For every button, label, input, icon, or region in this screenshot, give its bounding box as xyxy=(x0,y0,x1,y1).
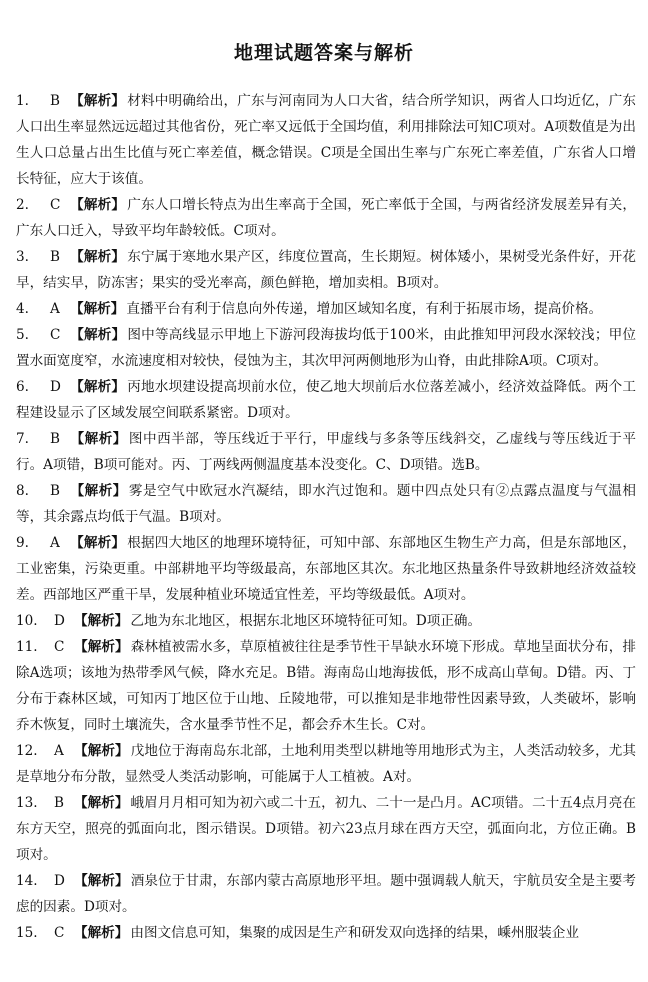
analysis-tag: 【解析】 xyxy=(74,795,129,811)
item-number: 5. xyxy=(16,327,29,343)
item-number: 4. xyxy=(16,301,29,317)
item-number: 9. xyxy=(16,535,29,551)
item-answer: C xyxy=(50,197,61,213)
item-answer: B xyxy=(50,431,60,447)
item-number: 2. xyxy=(16,197,29,213)
analysis-tag: 【解析】 xyxy=(74,639,129,655)
analysis-tag: 【解析】 xyxy=(70,93,126,109)
analysis-tag: 【解析】 xyxy=(70,197,126,213)
item-text: 图中西半部，等压线近于平行，甲虚线与多条等压线斜交，乙虚线与等压线近于平行。A项错，B项可能对。丙、丁两线两侧温度基本没变化。C、D项错。选B。 xyxy=(16,431,636,473)
answer-item xyxy=(16,244,636,296)
item-number: 1. xyxy=(16,93,29,109)
answer-item xyxy=(16,634,636,738)
answer-item xyxy=(16,88,636,192)
item-answer: A xyxy=(50,535,60,551)
answer-item xyxy=(16,920,636,946)
item-text: 森林植被需水多，草原植被往往是季节性干旱缺水环境下形成。草地呈面状分布，排除A选项；该地为热带季风气候，降水充足。B错。海南岛山地海拔低，形不成高山草甸。D错。丙、丁分布于森林区域，可知丙丁地区位于山地、丘陵地带，可以推知是非地带性因素导致，人类破坏，影响乔木恢复，同时土壤流失，含水量季节性不足，都会乔木生长。C对。 xyxy=(16,639,637,733)
item-answer: B xyxy=(50,93,60,109)
analysis-tag: 【解析】 xyxy=(70,483,127,499)
item-text: 丙地水坝建设提高坝前水位，使乙地大坝前后水位落差减小，经济效益降低。两个工程建设显示了区域发展空间联系紧密。D项对。 xyxy=(16,379,636,421)
analysis-tag: 【解析】 xyxy=(70,431,127,447)
item-answer: D xyxy=(54,613,65,629)
item-text: 酒泉位于甘肃，东部内蒙古高原地形平坦。题中强调载人航天，宇航员安全是主要考虑的因素。D项对。 xyxy=(16,873,637,915)
item-number: 15. xyxy=(16,925,38,941)
analysis-tag: 【解析】 xyxy=(74,925,129,941)
item-text: 戊地位于海南岛东北部，土地利用类型以耕地等用地形式为主，人类活动较多，尤其是草地分布分散，显然受人类活动影响，可能属于人工植被。A对。 xyxy=(16,743,637,785)
item-number: 6. xyxy=(16,379,29,395)
page-title: 地理试题答案与解析 xyxy=(233,42,414,64)
item-text: 峨眉月月相可知为初六或二十五，初九、二十一是凸月。AC项错。二十五4点月亮在东方天空，照亮的弧面向北，图示错误。D项错。初六23点月球在西方天空，弧面向北，方位正确。B项对。 xyxy=(16,795,636,863)
item-text: 材料中明确给出，广东与河南同为人口大省，结合所学知识，两省人口均近亿，广东人口出生率显然远远超过其他省份，死亡率又远低于全国均值，利用排除法可知C项对。A项数值是为出生人口总量占出生比值与死亡率差值，概念错误。C项是全国出生率与广东死亡率差值，广东省人口增长特征，应大于该值。 xyxy=(16,93,636,187)
item-text: 乙地为东北地区，根据东北地区环境特征可知。D项正确。 xyxy=(130,613,482,629)
answer-item xyxy=(16,790,636,868)
item-text: 直播平台有利于信息向外传递，增加区域知名度，有利于拓展市场，提高价格。 xyxy=(126,301,603,317)
item-number: 8. xyxy=(16,483,29,499)
analysis-tag: 【解析】 xyxy=(74,613,129,629)
item-number: 7. xyxy=(16,431,29,447)
item-answer: D xyxy=(50,379,61,395)
answer-item xyxy=(16,738,636,790)
item-text: 东宁属于寒地水果产区，纬度位置高，生长期短。树体矮小，果树受光条件好，开花早，结实早，防冻害；果实的受光率高，颜色鲜艳，增加卖相。B项对。 xyxy=(16,249,636,291)
item-number: 13. xyxy=(16,795,38,811)
item-answer: C xyxy=(50,327,61,343)
analysis-tag: 【解析】 xyxy=(70,327,126,343)
answer-item xyxy=(16,192,636,244)
analysis-tag: 【解析】 xyxy=(70,379,126,395)
analysis-tag: 【解析】 xyxy=(70,301,125,317)
item-number: 14. xyxy=(16,873,38,889)
item-answer: C xyxy=(54,925,65,941)
answer-item xyxy=(16,426,636,478)
analysis-tag: 【解析】 xyxy=(74,873,129,889)
item-number: 11. xyxy=(16,639,38,655)
item-number: 10. xyxy=(16,613,38,629)
item-text: 根据四大地区的地理环境特征，可知中部、东部地区生物生产力高，但是东部地区，工业密集，污染更重。中部耕地平均等级最高，东部地区其次。东北地区热量条件导致耕地经济效益较差。西部地区严重干旱，发展种植业环境适宜性差，平均等级最低。A项对。 xyxy=(16,535,636,603)
answer-item xyxy=(16,322,636,374)
item-number: 3. xyxy=(16,249,29,265)
answer-item xyxy=(16,296,636,322)
item-answer: A xyxy=(54,743,64,759)
item-text: 雾是空气中欧冠水汽凝结，即水汽过饱和。题中四点处只有②点露点温度与气温相等，其余露点均低于气温。B项对。 xyxy=(16,483,636,525)
item-answer: B xyxy=(54,795,64,811)
item-text: 由图文信息可知，集聚的成因是生产和研发双向选择的结果，嵊州服装企业 xyxy=(130,925,579,941)
item-number: 12. xyxy=(16,743,38,759)
item-answer: B xyxy=(50,249,60,265)
analysis-tag: 【解析】 xyxy=(70,535,126,551)
answer-item xyxy=(16,530,636,608)
answer-list xyxy=(16,88,636,946)
analysis-tag: 【解析】 xyxy=(74,743,129,759)
item-answer: A xyxy=(50,301,60,317)
item-text: 广东人口增长特点为出生率高于全国，死亡率低于全国，与两省经济发展差异有关，广东人口迁入，导致平均年龄较低。C项对。 xyxy=(16,197,636,239)
analysis-tag: 【解析】 xyxy=(70,249,126,265)
answer-item xyxy=(16,868,636,920)
answer-item xyxy=(16,608,636,634)
item-answer: C xyxy=(54,639,65,655)
item-answer: B xyxy=(50,483,60,499)
answer-item xyxy=(16,478,636,530)
item-answer: D xyxy=(54,873,65,889)
item-text: 图中等高线显示甲地上下游河段海拔均低于100米，由此推知甲河段水深较浅；甲位置水面宽度窄，水流速度相对较快，侵蚀为主，其次甲河两侧地形为山脊，由此排除A项。C项对。 xyxy=(16,327,637,369)
answer-item xyxy=(16,374,636,426)
